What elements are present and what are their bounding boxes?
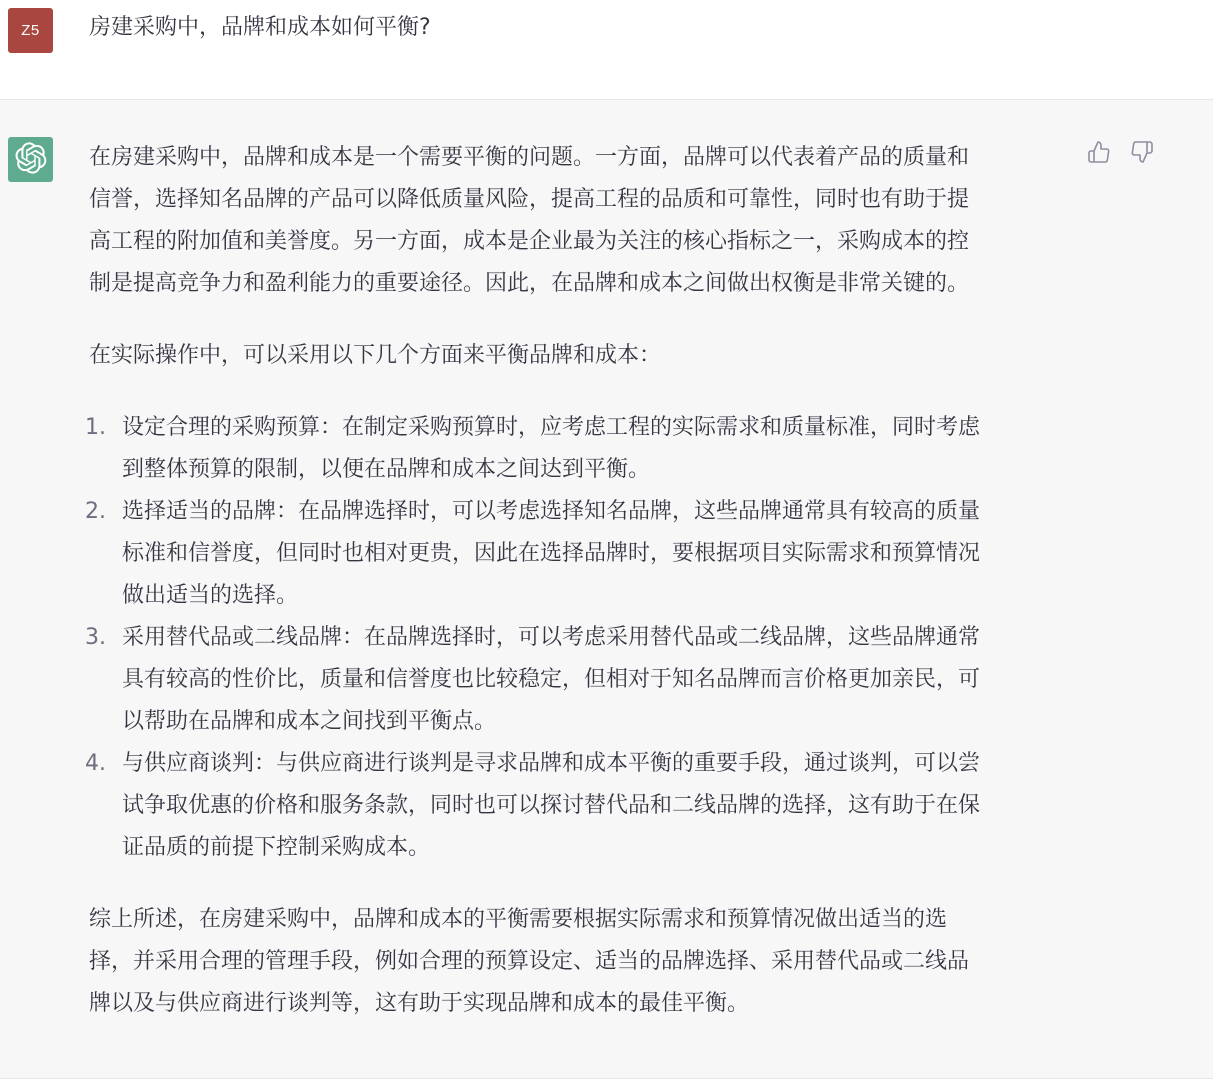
text-line: 选择适当的品牌：在品牌选择时，可以考虑选择知名品牌，这些品牌通常具有较高的质量: [122, 499, 981, 524]
user-message-row: [0, 0, 1213, 100]
thumbs-up-icon: [1087, 140, 1111, 168]
text-line: 具有较高的性价比，质量和信誉度也比较稳定，但相对于知名品牌而言价格更加亲民，可: [122, 667, 981, 692]
thumbs-up-button[interactable]: [1086, 141, 1112, 167]
text-line: 标准和信誉度，但同时也相对更贵，因此在选择品牌时，要根据项目实际需求和预算情况: [122, 541, 981, 566]
list-item: [85, 407, 1069, 491]
text-line: 择，并采用合理的管理手段，例如合理的预算设定、适当的品牌选择、采用替代品或二线品: [89, 949, 970, 974]
user-message-text: 房建采购中，品牌和成本如何平衡?: [89, 15, 431, 40]
thumbs-down-button[interactable]: [1129, 141, 1155, 167]
text-line: 到整体预算的限制，以便在品牌和成本之间达到平衡。: [122, 457, 651, 482]
assistant-message-row: [0, 100, 1213, 1079]
text-line: 在房建采购中，品牌和成本是一个需要平衡的问题。一方面，品牌可以代表着产品的质量和: [89, 145, 970, 170]
assistant-avatar: [8, 137, 53, 182]
list-item: [85, 743, 1069, 869]
text-line: 采用替代品或二线品牌：在品牌选择时，可以考虑采用替代品或二线品牌，这些品牌通常: [122, 625, 981, 650]
list-item-number: 2.: [85, 499, 106, 524]
numbered-list: [85, 407, 1069, 869]
paragraph-conclusion: [89, 899, 1069, 1025]
list-item-number: 1.: [85, 415, 106, 440]
text-line: 设定合理的采购预算：在制定采购预算时，应考虑工程的实际需求和质量标准，同时考虑: [122, 415, 981, 440]
text-line: 与供应商谈判：与供应商进行谈判是寻求品牌和成本平衡的重要手段，通过谈判，可以尝: [122, 751, 981, 776]
assistant-message-content: [85, 137, 1069, 1055]
text-line: 高工程的附加值和美誉度。另一方面，成本是企业最为关注的核心指标之一，采购成本的控: [89, 229, 970, 254]
list-item-number: 4.: [85, 751, 106, 776]
user-avatar-initials: Z5: [21, 22, 40, 39]
list-item-number: 3.: [85, 625, 106, 650]
user-avatar: [8, 8, 53, 53]
paragraph-intro: [89, 137, 1069, 305]
text-line: 制是提高竞争力和盈利能力的重要途径。因此，在品牌和成本之间做出权衡是非常关键的。: [89, 271, 970, 296]
thumbs-down-icon: [1130, 140, 1154, 168]
text-line: 信誉，选择知名品牌的产品可以降低质量风险，提高工程的品质和可靠性，同时也有助于提: [89, 187, 970, 212]
text-line: 证品质的前提下控制采购成本。: [122, 835, 431, 860]
paragraph-lead-in: [89, 335, 1069, 377]
list-item: [85, 617, 1069, 743]
openai-logo-icon: [15, 142, 47, 178]
text-line: 做出适当的选择。: [122, 583, 299, 608]
list-item: [85, 491, 1069, 617]
text-line: 牌以及与供应商进行谈判等，这有助于实现品牌和成本的最佳平衡。: [89, 991, 750, 1016]
text-line: 以帮助在品牌和成本之间找到平衡点。: [122, 709, 497, 734]
text-line: 综上所述，在房建采购中，品牌和成本的平衡需要根据实际需求和预算情况做出适当的选: [89, 907, 948, 932]
text-line: 在实际操作中，可以采用以下几个方面来平衡品牌和成本：: [89, 343, 662, 368]
feedback-buttons: [1086, 141, 1155, 167]
text-line: 试争取优惠的价格和服务条款，同时也可以探讨替代品和二线品牌的选择，这有助于在保: [122, 793, 981, 818]
